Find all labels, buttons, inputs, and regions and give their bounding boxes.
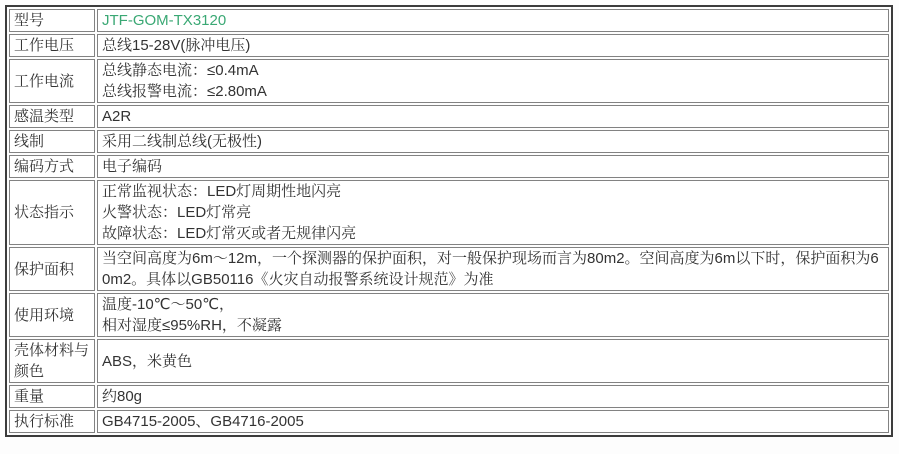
spec-label-model: 型号 — [9, 9, 95, 32]
spec-value-cell — [97, 130, 889, 153]
table-row — [9, 155, 889, 178]
table-row — [9, 180, 889, 245]
spec-value-cell — [97, 59, 889, 103]
spec-value-line: 总线15-28V(脉冲电压) — [102, 37, 251, 54]
model-number: JTF-GOM-TX3120 — [102, 12, 227, 29]
spec-label-operating-environment: 使用环境 — [9, 293, 95, 337]
spec-value-cell — [97, 410, 889, 433]
table-row — [9, 130, 889, 153]
spec-value-line: 总线静态电流：≤0.4mA — [102, 62, 259, 79]
spec-label-coding-method: 编码方式 — [9, 155, 95, 178]
spec-value-line: 故障状态：LED灯常灭或者无规律闪亮 — [102, 225, 357, 242]
spec-value-line: ABS，米黄色 — [102, 352, 193, 370]
spec-label-shell-material-color: 壳体材料与颜色 — [9, 339, 95, 383]
spec-value-cell — [97, 180, 889, 245]
spec-value-cell — [97, 247, 889, 291]
spec-label-weight: 重量 — [9, 385, 95, 408]
spec-value-cell — [97, 9, 889, 32]
spec-label-protection-area: 保护面积 — [9, 247, 95, 291]
spec-value-line: 当空间高度为6m～12m，一个探测器的保护面积，对一般保护现场而言为80m2。空间高度为6m以下时，保护面积为60m2。具体以GB50116《火灾自动报警系统设计规范》为准 — [102, 250, 879, 288]
spec-value-cell — [97, 105, 889, 128]
spec-table — [5, 5, 893, 437]
spec-value-line: 火警状态：LED灯常亮 — [102, 204, 252, 221]
table-row — [9, 105, 889, 128]
table-row — [9, 59, 889, 103]
spec-value-line: 采用二线制总线(无极性) — [102, 133, 262, 150]
table-row — [9, 385, 889, 408]
spec-value-line: 约80g — [102, 388, 143, 405]
spec-value-cell — [97, 385, 889, 408]
spec-value-line: 电子编码 — [102, 158, 163, 175]
table-row — [9, 339, 889, 383]
spec-label-wiring: 线制 — [9, 130, 95, 153]
spec-label-status-indication: 状态指示 — [9, 180, 95, 245]
spec-value-cell — [97, 339, 889, 383]
spec-label-working-voltage: 工作电压 — [9, 34, 95, 57]
spec-value-cell — [97, 155, 889, 178]
table-row — [9, 247, 889, 291]
spec-value-line: GB4715-2005、GB4716-2005 — [102, 413, 304, 430]
table-row — [9, 410, 889, 433]
spec-value-line: A2R — [102, 108, 132, 125]
spec-label-heat-sensing-type: 感温类型 — [9, 105, 95, 128]
spec-label-working-current: 工作电流 — [9, 59, 95, 103]
table-row — [9, 9, 889, 32]
table-row — [9, 293, 889, 337]
spec-value-line: 总线报警电流：≤2.80mA — [102, 83, 267, 100]
spec-value-cell — [97, 293, 889, 337]
spec-label-executive-standard: 执行标准 — [9, 410, 95, 433]
spec-value-cell — [97, 34, 889, 57]
table-row — [9, 34, 889, 57]
spec-value-line: 温度-10℃～50℃， — [102, 296, 235, 313]
spec-value-line: 正常监视状态：LED灯周期性地闪亮 — [102, 183, 342, 200]
spec-value-line: 相对湿度≤95%RH，不凝露 — [102, 317, 282, 334]
